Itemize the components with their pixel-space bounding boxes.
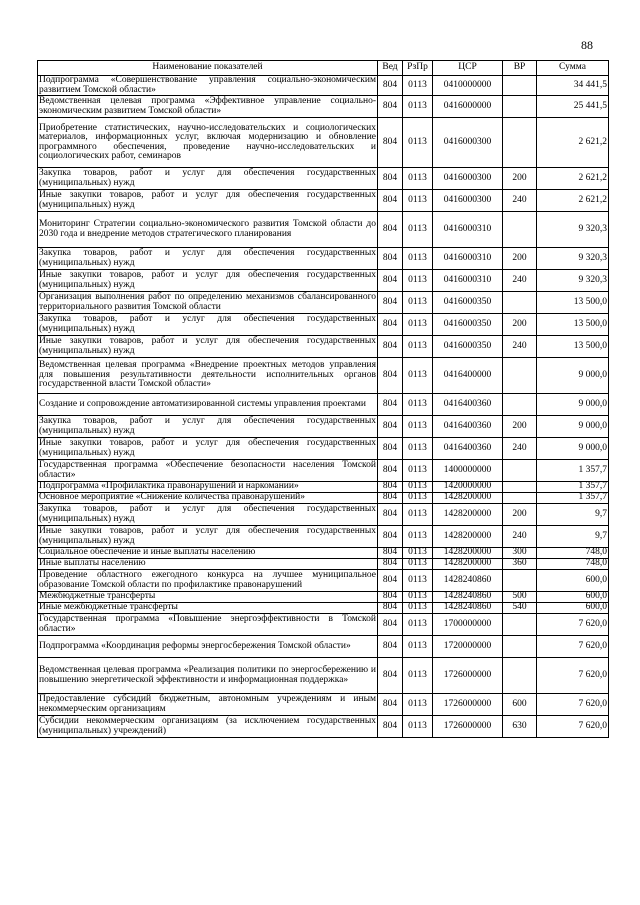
row-name-cell: Ведомственная целевая программа «Внедрение проектных методов управления для повышения результативности деятельности исполнительных органов государственной власти Томской области» xyxy=(38,358,378,394)
row-ved-cell: 804 xyxy=(378,548,403,559)
row-name-cell: Приобретение статистических, научно-исследовательских и социологических материалов, информационных услуг, включая модернизацию и обновление программного обеспечения, проведение научно-исследовательских и социологических работ, семинаров xyxy=(38,118,378,168)
row-sum-cell: 25 441,5 xyxy=(537,96,609,118)
row-name-cell: Иные закупки товаров, работ и услуг для обеспечения государственных (муниципальных) нужд xyxy=(39,438,376,458)
row-vr-cell xyxy=(503,76,537,96)
row-name-cell: Иные межбюджетные трансферты xyxy=(38,603,378,614)
row-vr-cell: 240 xyxy=(503,270,537,292)
row-vr-cell: 200 xyxy=(503,416,537,438)
row-csr-cell: 0416400360 xyxy=(433,438,503,460)
row-sum-cell: 9 000,0 xyxy=(537,394,609,416)
col-header-name: Наименование показателей xyxy=(38,61,378,76)
table-row xyxy=(38,592,609,603)
row-vr-cell: 200 xyxy=(503,314,537,336)
table-row xyxy=(38,190,609,212)
row-csr-cell: 0416000300 xyxy=(433,190,503,212)
row-rzpr-cell: 0113 xyxy=(403,460,433,482)
table-row xyxy=(38,526,609,548)
table-row xyxy=(38,96,609,118)
row-csr-cell: 0416400360 xyxy=(433,416,503,438)
row-ved-cell: 804 xyxy=(378,96,403,118)
row-vr-cell xyxy=(503,658,537,694)
row-name-cell: Закупка товаров, работ и услуг для обеспечения государственных (муниципальных) нужд xyxy=(39,168,376,188)
row-vr-cell xyxy=(503,358,537,394)
row-rzpr-cell: 0113 xyxy=(403,76,433,96)
row-rzpr-cell: 0113 xyxy=(403,716,433,738)
row-rzpr-cell: 0113 xyxy=(403,694,433,716)
row-name-cell: Социальное обеспечение и иные выплаты населению xyxy=(38,548,378,559)
row-csr-cell: 1428240860 xyxy=(433,603,503,614)
col-header-csr: ЦСР xyxy=(433,61,503,76)
row-vr-cell xyxy=(503,570,537,592)
row-ved-cell: 804 xyxy=(378,270,403,292)
table-row xyxy=(38,270,609,292)
row-name-cell: Государственная программа «Обеспечение безопасности населения Томской области» xyxy=(39,460,376,480)
row-rzpr-cell: 0113 xyxy=(403,482,433,493)
row-csr-cell: 0416000300 xyxy=(433,118,503,168)
row-csr-cell: 0416000350 xyxy=(433,314,503,336)
table-row xyxy=(38,694,609,716)
row-rzpr-cell: 0113 xyxy=(403,314,433,336)
row-sum-cell: 9 000,0 xyxy=(537,438,609,460)
row-csr-cell: 1400000000 xyxy=(433,460,503,482)
row-csr-cell: 1700000000 xyxy=(433,614,503,636)
row-name-cell: Предоставление субсидий бюджетным, автономным учреждениям и иным некоммерческим организациям xyxy=(39,694,376,714)
row-sum-cell: 748,0 xyxy=(537,548,609,559)
row-vr-cell: 240 xyxy=(503,526,537,548)
table-row xyxy=(38,570,609,592)
table-row xyxy=(38,76,609,96)
row-sum-cell: 600,0 xyxy=(537,570,609,592)
row-csr-cell: 1420000000 xyxy=(433,482,503,493)
row-vr-cell: 200 xyxy=(503,168,537,190)
row-name-cell: Межбюджетные трансферты xyxy=(38,592,378,603)
row-sum-cell: 13 500,0 xyxy=(537,336,609,358)
row-ved-cell: 804 xyxy=(378,482,403,493)
table-row xyxy=(38,460,609,482)
row-name-cell: Подпрограмма «Совершенствование управления социально-экономическим развитием Томской области» xyxy=(39,75,376,95)
row-sum-cell: 9,7 xyxy=(537,526,609,548)
row-vr-cell xyxy=(503,212,537,248)
row-vr-cell: 240 xyxy=(503,336,537,358)
row-name-cell: Подпрограмма «Профилактика правонарушений и наркомании» xyxy=(38,482,378,493)
row-rzpr-cell: 0113 xyxy=(403,592,433,603)
row-vr-cell: 500 xyxy=(503,592,537,603)
row-sum-cell: 7 620,0 xyxy=(537,614,609,636)
row-vr-cell xyxy=(503,614,537,636)
row-vr-cell xyxy=(503,482,537,493)
row-rzpr-cell: 0113 xyxy=(403,614,433,636)
row-vr-cell: 300 xyxy=(503,548,537,559)
row-sum-cell: 1 357,7 xyxy=(537,482,609,493)
table-body xyxy=(38,76,609,738)
row-ved-cell: 804 xyxy=(378,336,403,358)
row-name-cell: Иные закупки товаров, работ и услуг для обеспечения государственных (муниципальных) нужд xyxy=(39,190,376,210)
row-name-cell: Основное мероприятие «Снижение количества правонарушений» xyxy=(38,493,378,504)
row-rzpr-cell: 0113 xyxy=(403,570,433,592)
col-header-sum: Сумма xyxy=(537,61,609,76)
row-name-cell: Субсидии некоммерческим организациям (за исключением государственных (муниципальных) учреждений) xyxy=(39,716,376,736)
row-vr-cell: 200 xyxy=(503,248,537,270)
row-csr-cell: 1428200000 xyxy=(433,493,503,504)
row-sum-cell: 7 620,0 xyxy=(537,716,609,738)
table-row xyxy=(38,504,609,526)
row-sum-cell: 34 441,5 xyxy=(537,76,609,96)
row-rzpr-cell: 0113 xyxy=(403,394,433,416)
row-rzpr-cell: 0113 xyxy=(403,493,433,504)
row-rzpr-cell: 0113 xyxy=(403,190,433,212)
table-row xyxy=(38,358,609,394)
budget-table xyxy=(37,60,609,738)
row-ved-cell: 804 xyxy=(378,526,403,548)
row-sum-cell: 9 000,0 xyxy=(537,358,609,394)
row-rzpr-cell: 0113 xyxy=(403,358,433,394)
table-row xyxy=(38,394,609,416)
row-rzpr-cell: 0113 xyxy=(403,292,433,314)
table-row xyxy=(38,603,609,614)
row-sum-cell: 2 621,2 xyxy=(537,168,609,190)
row-name-cell: Закупка товаров, работ и услуг для обеспечения государственных (муниципальных) нужд xyxy=(39,416,376,436)
table-row xyxy=(38,314,609,336)
row-sum-cell: 748,0 xyxy=(537,559,609,570)
row-rzpr-cell: 0113 xyxy=(403,636,433,658)
table-row xyxy=(38,292,609,314)
table-row xyxy=(38,716,609,738)
row-csr-cell: 1428240860 xyxy=(433,592,503,603)
row-csr-cell: 0416400000 xyxy=(433,358,503,394)
row-sum-cell: 7 620,0 xyxy=(537,694,609,716)
page-number: 88 xyxy=(581,38,593,52)
row-csr-cell: 1428240860 xyxy=(433,570,503,592)
row-ved-cell: 804 xyxy=(378,559,403,570)
row-ved-cell: 804 xyxy=(378,358,403,394)
row-sum-cell: 2 621,2 xyxy=(537,118,609,168)
row-vr-cell: 540 xyxy=(503,603,537,614)
row-ved-cell: 804 xyxy=(378,636,403,658)
row-ved-cell: 804 xyxy=(378,694,403,716)
row-rzpr-cell: 0113 xyxy=(403,96,433,118)
table-row xyxy=(38,118,609,168)
row-csr-cell: 1428200000 xyxy=(433,526,503,548)
row-ved-cell: 804 xyxy=(378,658,403,694)
row-rzpr-cell: 0113 xyxy=(403,212,433,248)
row-rzpr-cell: 0113 xyxy=(403,559,433,570)
row-sum-cell: 2 621,2 xyxy=(537,190,609,212)
table-row xyxy=(38,482,609,493)
row-name-cell: Создание и сопровождение автоматизированной системы управления проектами xyxy=(38,394,378,416)
table-row xyxy=(38,559,609,570)
row-rzpr-cell: 0113 xyxy=(403,438,433,460)
row-rzpr-cell: 0113 xyxy=(403,526,433,548)
row-sum-cell: 9 320,3 xyxy=(537,212,609,248)
row-ved-cell: 804 xyxy=(378,493,403,504)
row-name-cell: Подпрограмма «Координация реформы энергосбережения Томской области» xyxy=(38,636,378,658)
row-vr-cell: 200 xyxy=(503,504,537,526)
row-vr-cell: 630 xyxy=(503,716,537,738)
row-vr-cell: 600 xyxy=(503,694,537,716)
row-sum-cell: 9 000,0 xyxy=(537,416,609,438)
row-csr-cell: 1726000000 xyxy=(433,716,503,738)
row-ved-cell: 804 xyxy=(378,76,403,96)
table-row xyxy=(38,438,609,460)
row-ved-cell: 804 xyxy=(378,314,403,336)
row-name-cell: Проведение областного ежегодного конкурса на лучшее муниципальное образование Томской области по профилактике правонарушений xyxy=(39,570,376,590)
row-ved-cell: 804 xyxy=(378,168,403,190)
row-csr-cell: 1428200000 xyxy=(433,559,503,570)
row-name-cell: Закупка товаров, работ и услуг для обеспечения государственных (муниципальных) нужд xyxy=(39,504,376,524)
table-row xyxy=(38,336,609,358)
row-ved-cell: 804 xyxy=(378,212,403,248)
row-sum-cell: 13 500,0 xyxy=(537,292,609,314)
row-ved-cell: 804 xyxy=(378,614,403,636)
row-rzpr-cell: 0113 xyxy=(403,118,433,168)
row-name-cell: Закупка товаров, работ и услуг для обеспечения государственных (муниципальных) нужд xyxy=(39,248,376,268)
row-csr-cell: 1720000000 xyxy=(433,636,503,658)
row-csr-cell: 0416000310 xyxy=(433,212,503,248)
row-ved-cell: 804 xyxy=(378,248,403,270)
row-csr-cell: 1428200000 xyxy=(433,504,503,526)
row-rzpr-cell: 0113 xyxy=(403,270,433,292)
row-csr-cell: 0416000300 xyxy=(433,168,503,190)
row-name-cell: Иные закупки товаров, работ и услуг для обеспечения государственных (муниципальных) нужд xyxy=(39,336,376,356)
row-vr-cell xyxy=(503,118,537,168)
row-rzpr-cell: 0113 xyxy=(403,416,433,438)
row-sum-cell: 13 500,0 xyxy=(537,314,609,336)
table-row xyxy=(38,636,609,658)
row-ved-cell: 804 xyxy=(378,438,403,460)
row-csr-cell: 0416000310 xyxy=(433,270,503,292)
row-csr-cell: 1428200000 xyxy=(433,548,503,559)
row-name-cell: Ведомственная целевая программа «Реализация политики по энергосбережению и повышению энергетической эффективности и информационная поддержка» xyxy=(38,658,378,694)
row-ved-cell: 804 xyxy=(378,603,403,614)
table-row xyxy=(38,658,609,694)
row-sum-cell: 600,0 xyxy=(537,603,609,614)
row-rzpr-cell: 0113 xyxy=(403,504,433,526)
row-name-cell: Иные закупки товаров, работ и услуг для обеспечения государственных (муниципальных) нужд xyxy=(39,526,376,546)
row-rzpr-cell: 0113 xyxy=(403,548,433,559)
row-vr-cell xyxy=(503,460,537,482)
row-vr-cell: 240 xyxy=(503,438,537,460)
row-name-cell: Ведомственная целевая программа «Эффективное управление социально-экономическим развитием Томской области» xyxy=(39,96,376,116)
row-vr-cell xyxy=(503,96,537,118)
row-csr-cell: 0416000000 xyxy=(433,96,503,118)
row-vr-cell xyxy=(503,493,537,504)
row-name-cell: Иные выплаты населению xyxy=(38,559,378,570)
row-csr-cell: 1726000000 xyxy=(433,658,503,694)
row-rzpr-cell: 0113 xyxy=(403,248,433,270)
table-row xyxy=(38,212,609,248)
row-name-cell: Мониторинг Стратегии социально-экономического развития Томской области до 2030 года и внедрение методов стратегического планирования xyxy=(38,212,378,248)
table-row xyxy=(38,614,609,636)
row-sum-cell: 7 620,0 xyxy=(537,636,609,658)
row-vr-cell xyxy=(503,394,537,416)
row-rzpr-cell: 0113 xyxy=(403,168,433,190)
row-sum-cell: 1 357,7 xyxy=(537,493,609,504)
table-row xyxy=(38,493,609,504)
row-vr-cell xyxy=(503,636,537,658)
row-rzpr-cell: 0113 xyxy=(403,658,433,694)
row-sum-cell: 9 320,3 xyxy=(537,248,609,270)
row-ved-cell: 804 xyxy=(378,394,403,416)
row-sum-cell: 600,0 xyxy=(537,592,609,603)
table-row xyxy=(38,248,609,270)
row-sum-cell: 9 320,3 xyxy=(537,270,609,292)
row-ved-cell: 804 xyxy=(378,118,403,168)
row-vr-cell: 360 xyxy=(503,559,537,570)
table-row xyxy=(38,416,609,438)
col-header-vr: ВР xyxy=(503,61,537,76)
row-ved-cell: 804 xyxy=(378,716,403,738)
row-ved-cell: 804 xyxy=(378,190,403,212)
row-csr-cell: 0416000350 xyxy=(433,336,503,358)
row-rzpr-cell: 0113 xyxy=(403,603,433,614)
row-name-cell: Государственная программа «Повышение энергоэффективности в Томской области» xyxy=(39,614,376,634)
row-ved-cell: 804 xyxy=(378,416,403,438)
row-name-cell: Организация выполнения работ по определению механизмов сбалансированного территориального развития Томской области xyxy=(39,292,376,312)
row-csr-cell: 0416000350 xyxy=(433,292,503,314)
row-ved-cell: 804 xyxy=(378,292,403,314)
row-csr-cell: 1726000000 xyxy=(433,694,503,716)
row-sum-cell: 9,7 xyxy=(537,504,609,526)
table-row xyxy=(38,168,609,190)
row-vr-cell xyxy=(503,292,537,314)
table-row xyxy=(38,548,609,559)
row-name-cell: Закупка товаров, работ и услуг для обеспечения государственных (муниципальных) нужд xyxy=(39,314,376,334)
row-csr-cell: 0416000310 xyxy=(433,248,503,270)
row-csr-cell: 0410000000 xyxy=(433,76,503,96)
col-header-rzpr: РзПр xyxy=(403,61,433,76)
row-name-cell: Иные закупки товаров, работ и услуг для обеспечения государственных (муниципальных) нужд xyxy=(39,270,376,290)
row-sum-cell: 7 620,0 xyxy=(537,658,609,694)
row-ved-cell: 804 xyxy=(378,504,403,526)
col-header-ved: Вед xyxy=(378,61,403,76)
row-ved-cell: 804 xyxy=(378,592,403,603)
table-header-row xyxy=(38,61,609,76)
row-vr-cell: 240 xyxy=(503,190,537,212)
row-sum-cell: 1 357,7 xyxy=(537,460,609,482)
row-ved-cell: 804 xyxy=(378,460,403,482)
row-csr-cell: 0416400360 xyxy=(433,394,503,416)
row-rzpr-cell: 0113 xyxy=(403,336,433,358)
row-ved-cell: 804 xyxy=(378,570,403,592)
